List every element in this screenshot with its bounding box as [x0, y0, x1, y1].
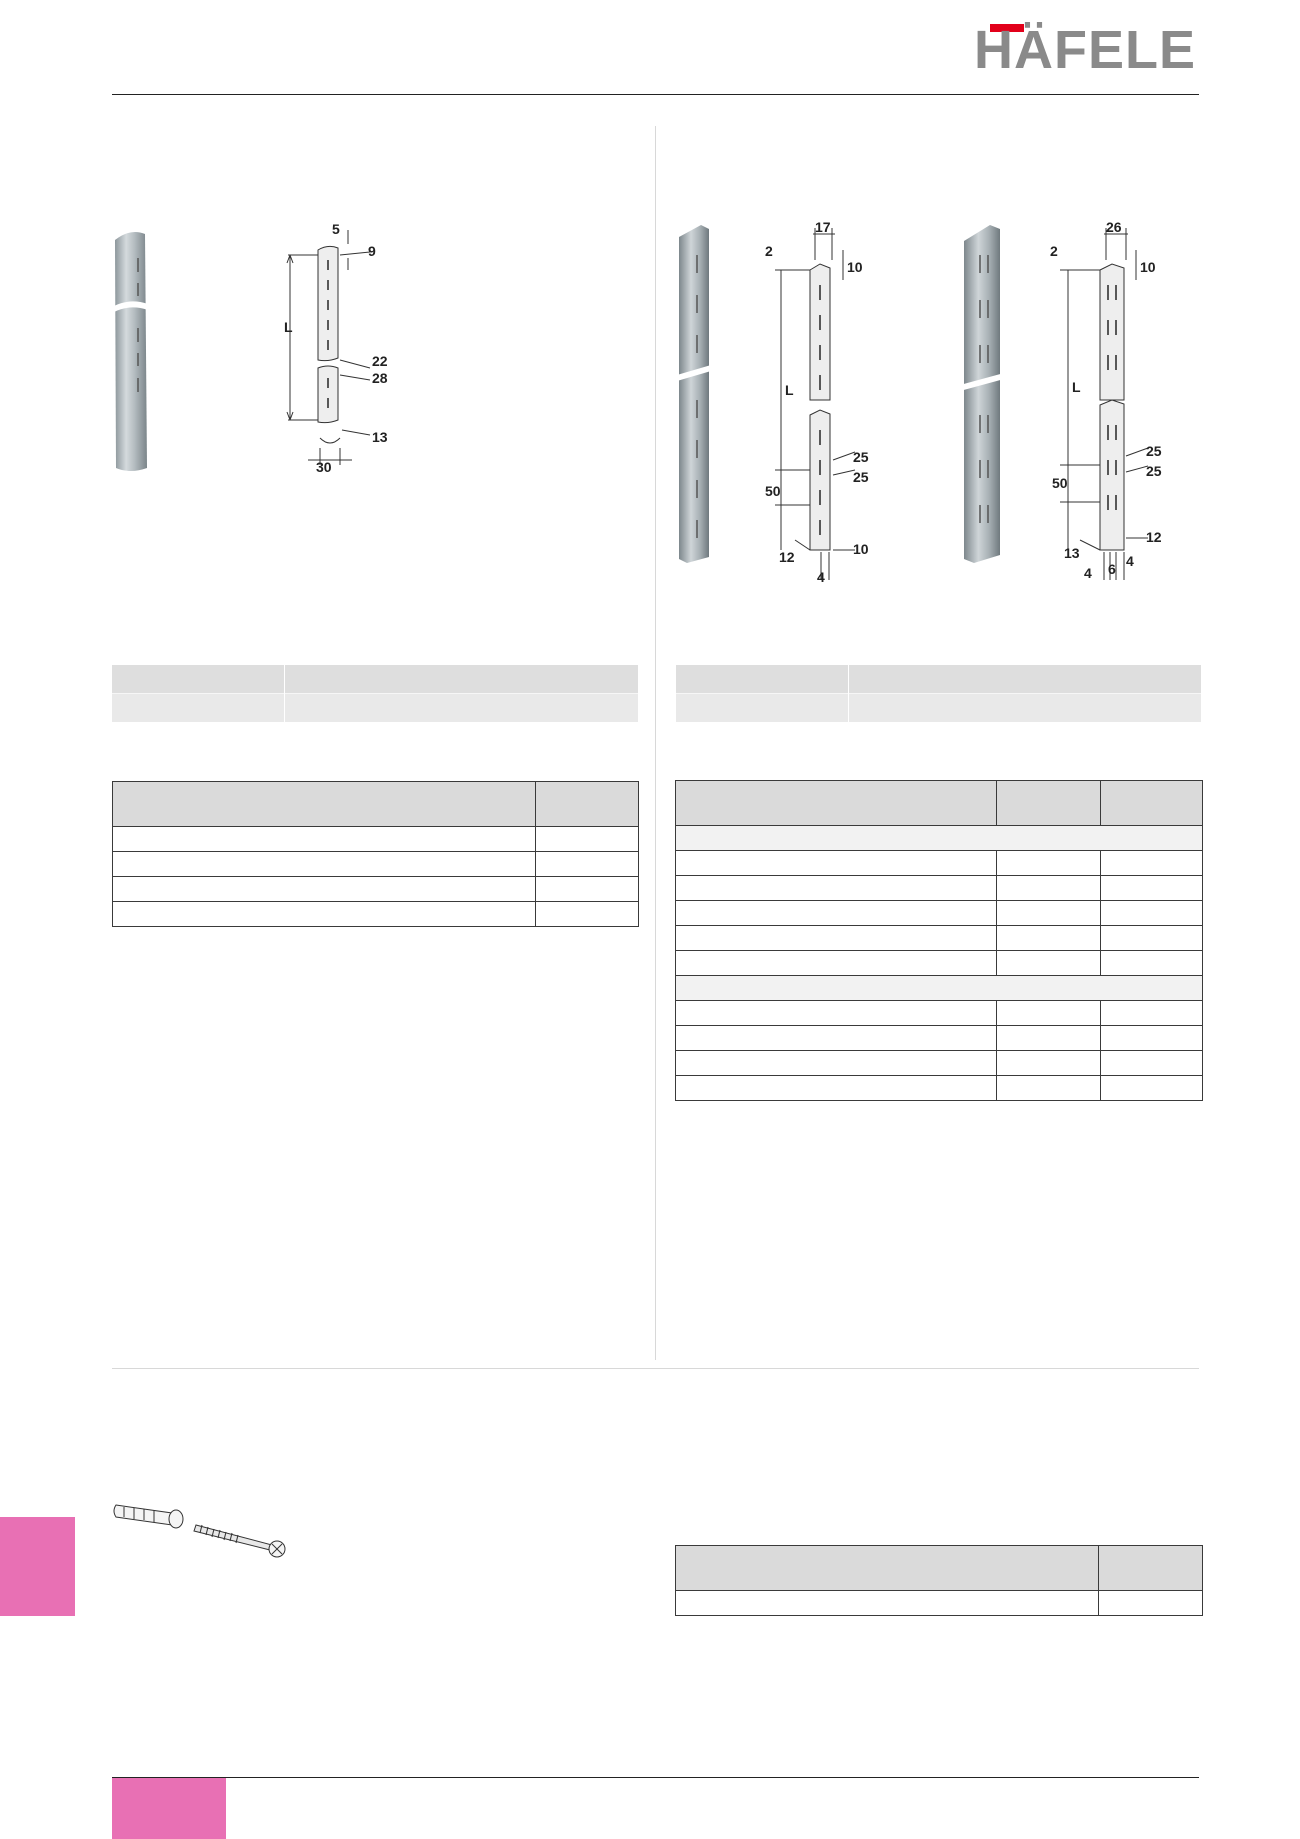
dim-label: 9: [368, 243, 376, 259]
table-cell: [676, 1051, 997, 1076]
section-divider: [112, 1368, 1199, 1369]
info-cell: [849, 665, 1202, 694]
table-cell: [997, 876, 1101, 901]
table-cell: [1101, 951, 1203, 976]
table-cell: [536, 902, 639, 927]
table-cell: [676, 1001, 997, 1026]
footer-section-tab: [112, 1777, 226, 1839]
dim-label: 12: [779, 549, 795, 565]
table-header-row: [113, 782, 639, 827]
table-cell: [113, 852, 536, 877]
table-cell: [536, 877, 639, 902]
table-cell: [1101, 1026, 1203, 1051]
info-cell: [676, 694, 849, 723]
dim-label: 10: [853, 541, 869, 557]
chapter-tab: [0, 1517, 75, 1616]
table-cell: [1101, 926, 1203, 951]
round-upright-photo: [110, 228, 155, 473]
double-slot-upright-drawing: [1040, 220, 1170, 585]
table-row: [676, 1591, 1203, 1616]
right-order-table: [675, 780, 1203, 1101]
column-divider: [655, 126, 656, 1360]
table-row: [113, 852, 639, 877]
brand-logo: [928, 20, 1196, 80]
single-slot-upright-drawing: [755, 220, 875, 585]
dim-label: 6: [1108, 561, 1116, 577]
info-cell: [285, 665, 639, 694]
header-cell: [676, 1546, 1099, 1591]
table-header-row: [676, 1546, 1203, 1591]
header-cell: [113, 782, 536, 827]
right-info-block: [676, 665, 1202, 722]
dim-label: 4: [1126, 553, 1134, 569]
table-cell: [997, 951, 1101, 976]
dim-label: 30: [316, 459, 332, 475]
single-slot-upright-photo: [675, 225, 715, 565]
table-row: [676, 1076, 1203, 1101]
dim-label: 2: [765, 243, 773, 259]
table-cell: [676, 1076, 997, 1101]
info-cell: [285, 694, 639, 723]
dim-label: 13: [372, 429, 388, 445]
accessory-order-table: [675, 1545, 1203, 1616]
table-row: [676, 851, 1203, 876]
table-cell: [676, 851, 997, 876]
table-cell: [676, 876, 997, 901]
dim-label: L: [284, 319, 293, 335]
dim-label: 25: [853, 449, 869, 465]
group-cell: [676, 826, 1203, 851]
dim-label: 25: [1146, 463, 1162, 479]
dim-label: 10: [1140, 259, 1156, 275]
header-cell: [997, 781, 1101, 826]
dim-label: 12: [1146, 529, 1162, 545]
info-cell: [676, 665, 849, 694]
table-cell: [997, 926, 1101, 951]
table-cell: [676, 1026, 997, 1051]
dim-label: 26: [1106, 220, 1122, 235]
table-cell: [113, 877, 536, 902]
table-row: [676, 1001, 1203, 1026]
table-group-row: [676, 826, 1203, 851]
table-cell: [1101, 876, 1203, 901]
logo-text: HÄFELE: [974, 20, 1196, 80]
dim-label: 50: [765, 483, 781, 499]
info-cell: [112, 665, 285, 694]
table-cell: [997, 1051, 1101, 1076]
table-row: [676, 951, 1203, 976]
dim-label: 17: [815, 220, 831, 235]
table-cell: [997, 851, 1101, 876]
dim-label: L: [1072, 379, 1081, 395]
header-cell: [536, 782, 639, 827]
round-upright-drawing: [280, 220, 400, 480]
table-cell: [997, 1001, 1101, 1026]
dim-label: 25: [853, 469, 869, 485]
left-order-table: [112, 781, 639, 927]
header-cell: [1101, 781, 1203, 826]
dim-label: 13: [1064, 545, 1080, 561]
table-cell: [676, 926, 997, 951]
table-cell: [1099, 1591, 1203, 1616]
group-cell: [676, 976, 1203, 1001]
wall-plug-screw-illustration: [112, 1495, 290, 1565]
dim-label: 22: [372, 353, 388, 369]
dim-label: 4: [817, 569, 825, 585]
double-slot-upright-photo: [958, 225, 1008, 565]
table-cell: [676, 951, 997, 976]
table-row: [676, 1051, 1203, 1076]
dim-label: 4: [1084, 565, 1092, 581]
dim-label: L: [785, 382, 794, 398]
dim-label: 10: [847, 259, 863, 275]
table-row: [113, 827, 639, 852]
dim-label: 2: [1050, 243, 1058, 259]
info-cell: [849, 694, 1202, 723]
dim-label: 50: [1052, 475, 1068, 491]
table-cell: [997, 1026, 1101, 1051]
table-row: [113, 877, 639, 902]
table-cell: [113, 827, 536, 852]
table-cell: [1101, 1076, 1203, 1101]
table-cell: [1101, 1051, 1203, 1076]
table-cell: [113, 902, 536, 927]
table-cell: [1101, 1001, 1203, 1026]
info-cell: [112, 694, 285, 723]
table-group-row: [676, 976, 1203, 1001]
dim-label: 25: [1146, 443, 1162, 459]
table-cell: [676, 901, 997, 926]
left-info-block: [112, 665, 639, 722]
dim-label: 28: [372, 370, 388, 386]
dim-label: 5: [332, 221, 340, 237]
table-row: [113, 902, 639, 927]
footer-rule: [112, 1777, 1199, 1778]
table-row: [676, 1026, 1203, 1051]
table-cell: [1101, 901, 1203, 926]
table-header-row: [676, 781, 1203, 826]
table-cell: [536, 852, 639, 877]
header-rule: [112, 94, 1199, 95]
table-row: [676, 901, 1203, 926]
table-cell: [997, 901, 1101, 926]
table-row: [676, 926, 1203, 951]
table-row: [676, 876, 1203, 901]
table-cell: [997, 1076, 1101, 1101]
header-cell: [1099, 1546, 1203, 1591]
header-cell: [676, 781, 997, 826]
table-cell: [536, 827, 639, 852]
table-cell: [676, 1591, 1099, 1616]
table-cell: [1101, 851, 1203, 876]
